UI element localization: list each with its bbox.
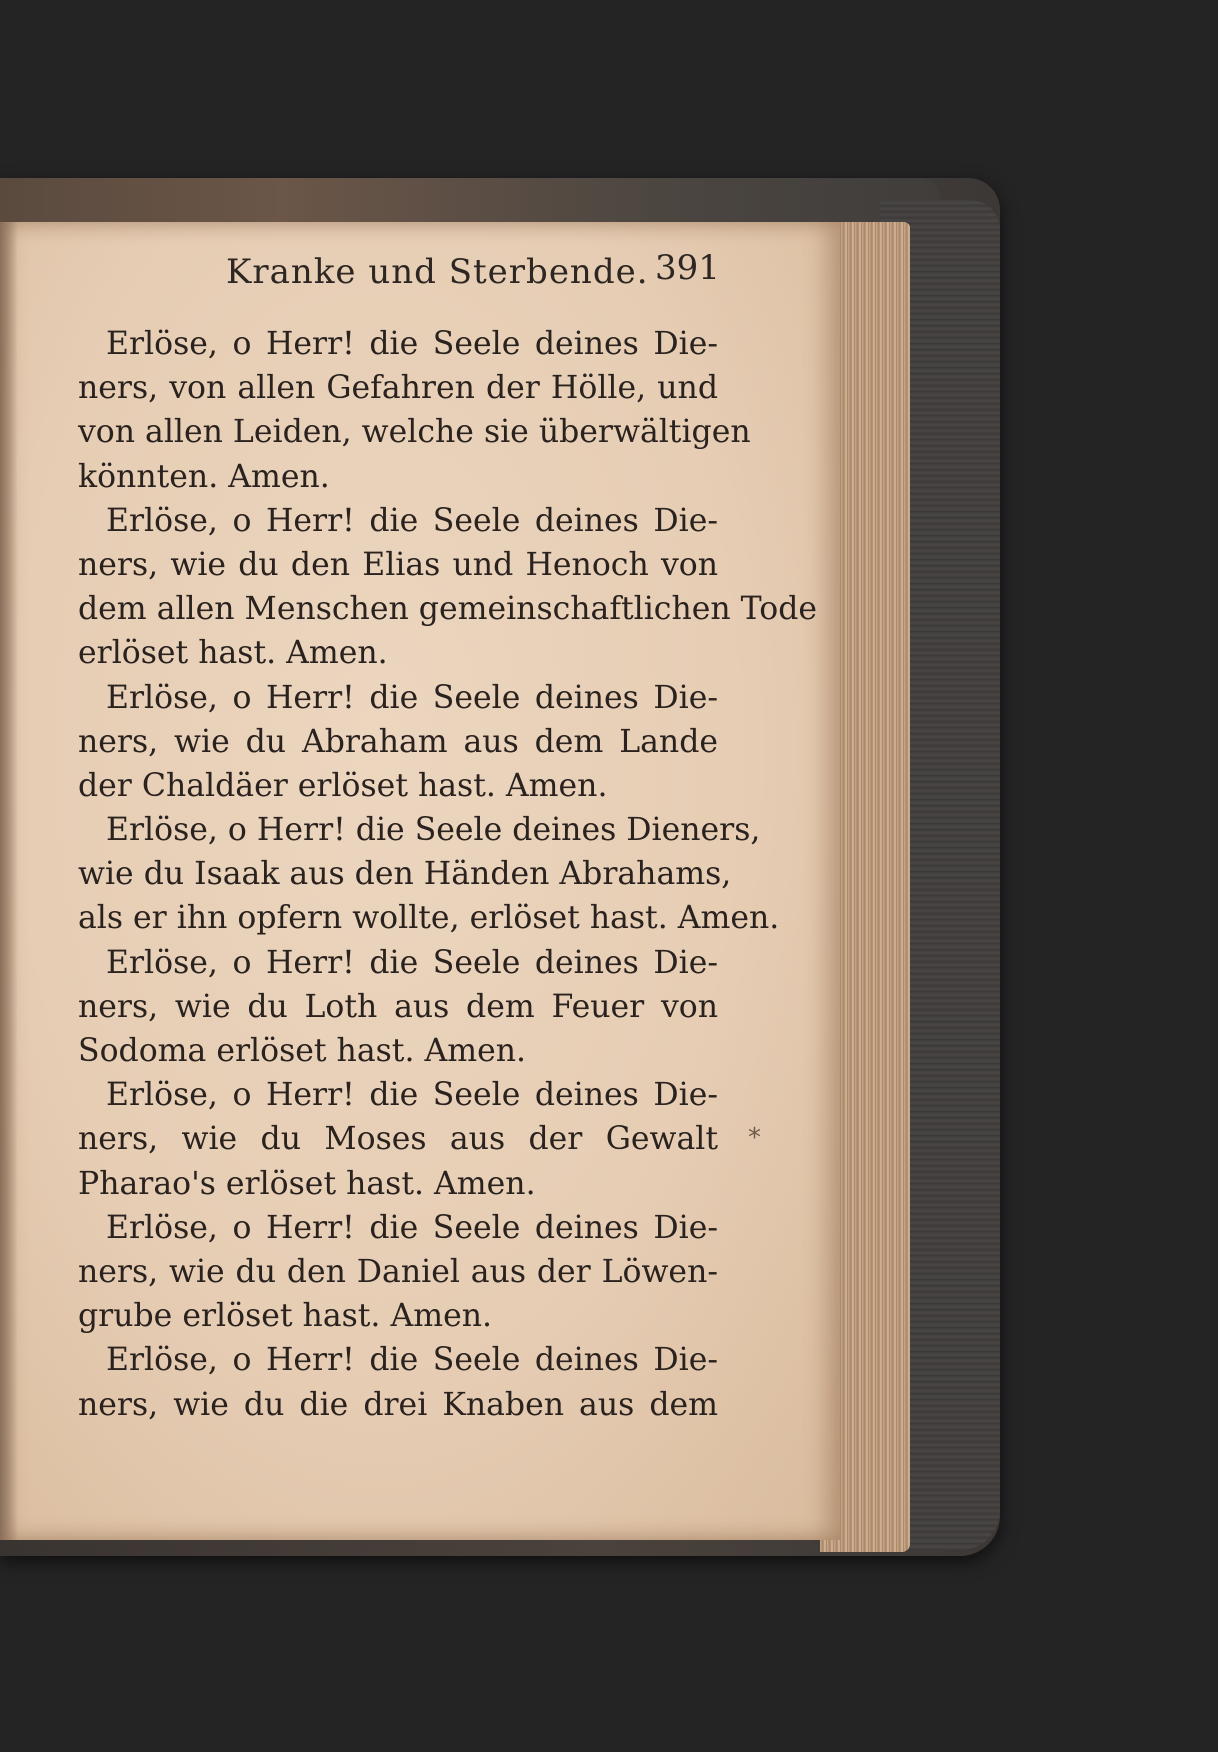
text-line: ners, wie du Abraham aus dem Lande <box>78 723 718 760</box>
text-line: Pharao's erlöset hast. Amen. <box>78 1165 536 1202</box>
text-line: Erlöse, o Herr! die Seele deines Die- <box>106 1077 718 1114</box>
book-cover-top-edge <box>0 178 940 224</box>
text-line: Erlöse, o Herr! die Seele deines Die- <box>106 502 718 539</box>
text-line: wie du Isaak aus den Händen Abrahams, <box>78 856 732 893</box>
text-line: Erlöse, o Herr! die Seele deines Die- <box>106 1342 718 1379</box>
text-line: könnten. Amen. <box>78 458 330 495</box>
text-line: von allen Leiden, welche sie überwältigen <box>78 414 751 451</box>
text-line: ners, von allen Gefahren der Hölle, und <box>78 370 718 407</box>
text-line: dem allen Menschen gemeinschaftlichen Tode <box>78 591 818 628</box>
text-line: grube erlöset hast. Amen. <box>78 1298 493 1335</box>
stray-ink-mark: ⁎ <box>748 1115 761 1145</box>
text-line: erlöset hast. Amen. <box>78 635 388 672</box>
text-line: der Chaldäer erlöset hast. Amen. <box>78 767 608 804</box>
text-line: ners, wie du den Daniel aus der Löwen- <box>78 1253 718 1290</box>
text-line: Sodoma erlöset hast. Amen. <box>78 1033 527 1069</box>
text-line: ners, wie du die drei Knaben aus dem <box>78 1386 718 1423</box>
text-line: ners, wie du den Elias und Henoch von <box>78 546 718 583</box>
text-line: Erlöse, o Herr! die Seele deines Die- <box>106 944 718 981</box>
text-line: Erlöse, o Herr! die Seele deines Die- <box>106 679 718 716</box>
gutter-shadow <box>0 222 18 1540</box>
running-head: Kranke und Sterbende. <box>226 252 649 292</box>
page-number: 391 <box>655 248 720 288</box>
text-line: ners, wie du Loth aus dem Feuer von <box>78 988 718 1025</box>
text-line: Erlöse, o Herr! die Seele deines Dieners, <box>106 812 761 849</box>
text-line: Erlöse, o Herr! die Seele deines Die- <box>106 326 718 362</box>
text-line: ners, wie du Moses aus der Gewalt <box>78 1121 718 1158</box>
prayer-text <box>78 322 818 1427</box>
text-line: als er ihn opfern wollte, erlöset hast. Amen. <box>78 900 780 937</box>
text-line: Erlöse, o Herr! die Seele deines Die- <box>106 1209 718 1246</box>
